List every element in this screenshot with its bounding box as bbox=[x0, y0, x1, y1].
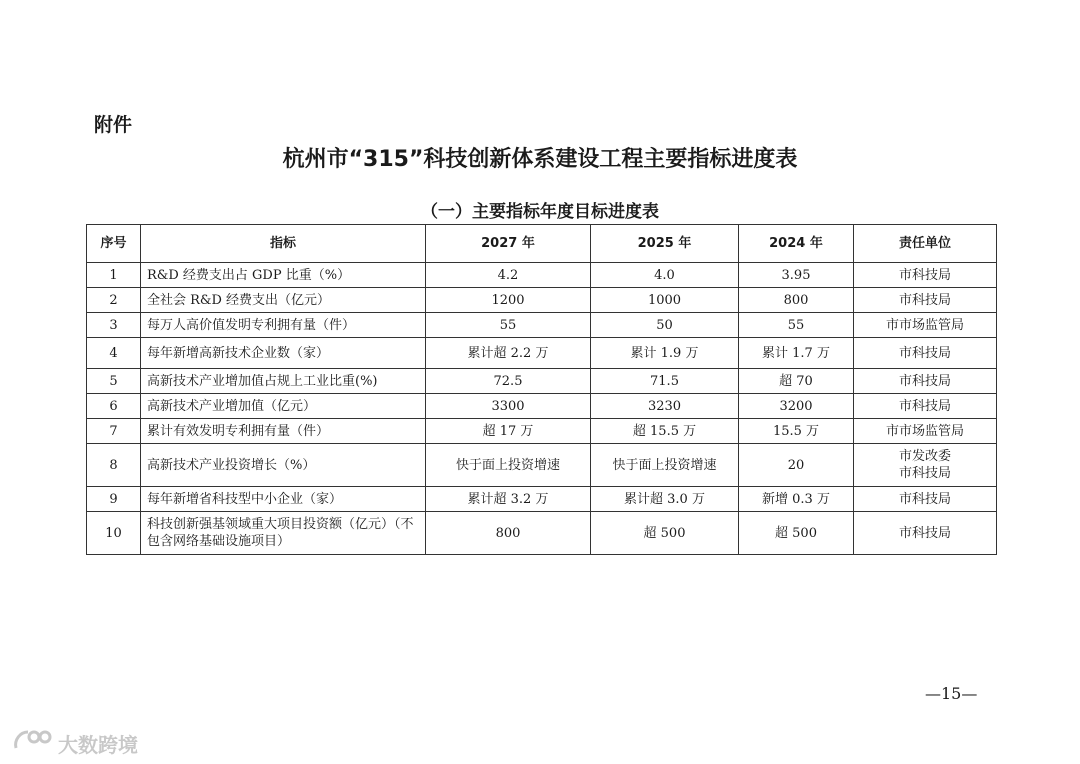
cell-2024: 3.95 bbox=[739, 263, 854, 288]
cell-2024: 新增 0.3 万 bbox=[739, 487, 854, 512]
cell-unit: 市科技局 bbox=[854, 512, 997, 555]
table-row bbox=[87, 313, 997, 338]
header-2027: 2027 年 bbox=[426, 225, 591, 263]
table-row bbox=[87, 338, 997, 369]
cell-2024: 累计 1.7 万 bbox=[739, 338, 854, 369]
cell-serial: 1 bbox=[87, 263, 141, 288]
cell-2027: 1200 bbox=[426, 288, 591, 313]
cell-2024: 超 500 bbox=[739, 512, 854, 555]
cell-indicator: 高新技术产业增加值（亿元） bbox=[141, 394, 426, 419]
cell-unit: 市市场监管局 bbox=[854, 313, 997, 338]
cell-2027: 72.5 bbox=[426, 369, 591, 394]
cell-serial: 4 bbox=[87, 338, 141, 369]
cell-2025: 4.0 bbox=[591, 263, 739, 288]
unit-line-1: 市发改委 bbox=[898, 449, 951, 464]
unit-line-2: 市科技局 bbox=[898, 466, 951, 481]
watermark-text: 大数跨境 bbox=[58, 733, 138, 757]
cell-serial: 5 bbox=[87, 369, 141, 394]
cell-2027: 55 bbox=[426, 313, 591, 338]
cell-serial: 10 bbox=[87, 512, 141, 555]
cell-unit: 市科技局 bbox=[854, 338, 997, 369]
watermark bbox=[12, 728, 138, 759]
cell-indicator: 全社会 R&D 经费支出（亿元） bbox=[141, 288, 426, 313]
cell-indicator: 每年新增省科技型中小企业（家） bbox=[141, 487, 426, 512]
table-row bbox=[87, 444, 997, 487]
cell-2025: 累计 1.9 万 bbox=[591, 338, 739, 369]
cell-unit: 市科技局 bbox=[854, 487, 997, 512]
table-row bbox=[87, 263, 997, 288]
cell-unit: 市市场监管局 bbox=[854, 419, 997, 444]
header-indicator: 指标 bbox=[141, 225, 426, 263]
cell-2027: 4.2 bbox=[426, 263, 591, 288]
document-title: 杭州市“315”科技创新体系建设工程主要指标进度表 bbox=[282, 147, 798, 172]
cell-2027: 800 bbox=[426, 512, 591, 555]
cell-2025: 快于面上投资增速 bbox=[591, 444, 739, 487]
cell-indicator: 每万人高价值发明专利拥有量（件） bbox=[141, 313, 426, 338]
cell-serial: 7 bbox=[87, 419, 141, 444]
table-row bbox=[87, 487, 997, 512]
header-2024: 2024 年 bbox=[739, 225, 854, 263]
cell-2027: 累计超 2.2 万 bbox=[426, 338, 591, 369]
table-row bbox=[87, 369, 997, 394]
cell-2025: 71.5 bbox=[591, 369, 739, 394]
cell-unit: 市科技局 bbox=[854, 369, 997, 394]
cell-serial: 8 bbox=[87, 444, 141, 487]
cell-2024: 20 bbox=[739, 444, 854, 487]
cell-unit: 市科技局 bbox=[854, 288, 997, 313]
table-row bbox=[87, 419, 997, 444]
cell-indicator: 累计有效发明专利拥有量（件） bbox=[141, 419, 426, 444]
cell-unit: 市科技局 bbox=[854, 394, 997, 419]
cell-indicator: 高新技术产业投资增长（%） bbox=[141, 444, 426, 487]
indicator-progress-table bbox=[86, 224, 997, 555]
table-row bbox=[87, 288, 997, 313]
attachment-label: 附件 bbox=[94, 114, 133, 136]
cell-serial: 6 bbox=[87, 394, 141, 419]
cell-2025: 超 15.5 万 bbox=[591, 419, 739, 444]
header-2025: 2025 年 bbox=[591, 225, 739, 263]
cell-unit bbox=[854, 444, 997, 487]
cell-2025: 3230 bbox=[591, 394, 739, 419]
cell-2024: 超 70 bbox=[739, 369, 854, 394]
cell-2025: 1000 bbox=[591, 288, 739, 313]
cell-serial: 3 bbox=[87, 313, 141, 338]
cell-serial: 9 bbox=[87, 487, 141, 512]
cell-indicator: 科技创新强基领域重大项目投资额（亿元）（不包含网络基础设施项目） bbox=[141, 512, 426, 555]
cell-2024: 55 bbox=[739, 313, 854, 338]
table-row bbox=[87, 394, 997, 419]
cell-2024: 800 bbox=[739, 288, 854, 313]
table-subtitle: （一）主要指标年度目标进度表 bbox=[421, 202, 659, 222]
brand-logo-icon bbox=[12, 728, 52, 759]
cell-2024: 15.5 万 bbox=[739, 419, 854, 444]
header-serial: 序号 bbox=[87, 225, 141, 263]
cell-2024: 3200 bbox=[739, 394, 854, 419]
table-header-row bbox=[87, 225, 997, 263]
cell-2027: 超 17 万 bbox=[426, 419, 591, 444]
table-row bbox=[87, 512, 997, 555]
cell-2027: 3300 bbox=[426, 394, 591, 419]
cell-indicator: R&D 经费支出占 GDP 比重（%） bbox=[141, 263, 426, 288]
cell-2027: 累计超 3.2 万 bbox=[426, 487, 591, 512]
cell-serial: 2 bbox=[87, 288, 141, 313]
page-number: —15— bbox=[925, 684, 978, 703]
cell-2025: 超 500 bbox=[591, 512, 739, 555]
cell-2025: 50 bbox=[591, 313, 739, 338]
cell-unit: 市科技局 bbox=[854, 263, 997, 288]
cell-2027: 快于面上投资增速 bbox=[426, 444, 591, 487]
header-responsible-unit: 责任单位 bbox=[854, 225, 997, 263]
cell-2025: 累计超 3.0 万 bbox=[591, 487, 739, 512]
cell-indicator: 高新技术产业增加值占规上工业比重(%) bbox=[141, 369, 426, 394]
cell-indicator: 每年新增高新技术企业数（家） bbox=[141, 338, 426, 369]
